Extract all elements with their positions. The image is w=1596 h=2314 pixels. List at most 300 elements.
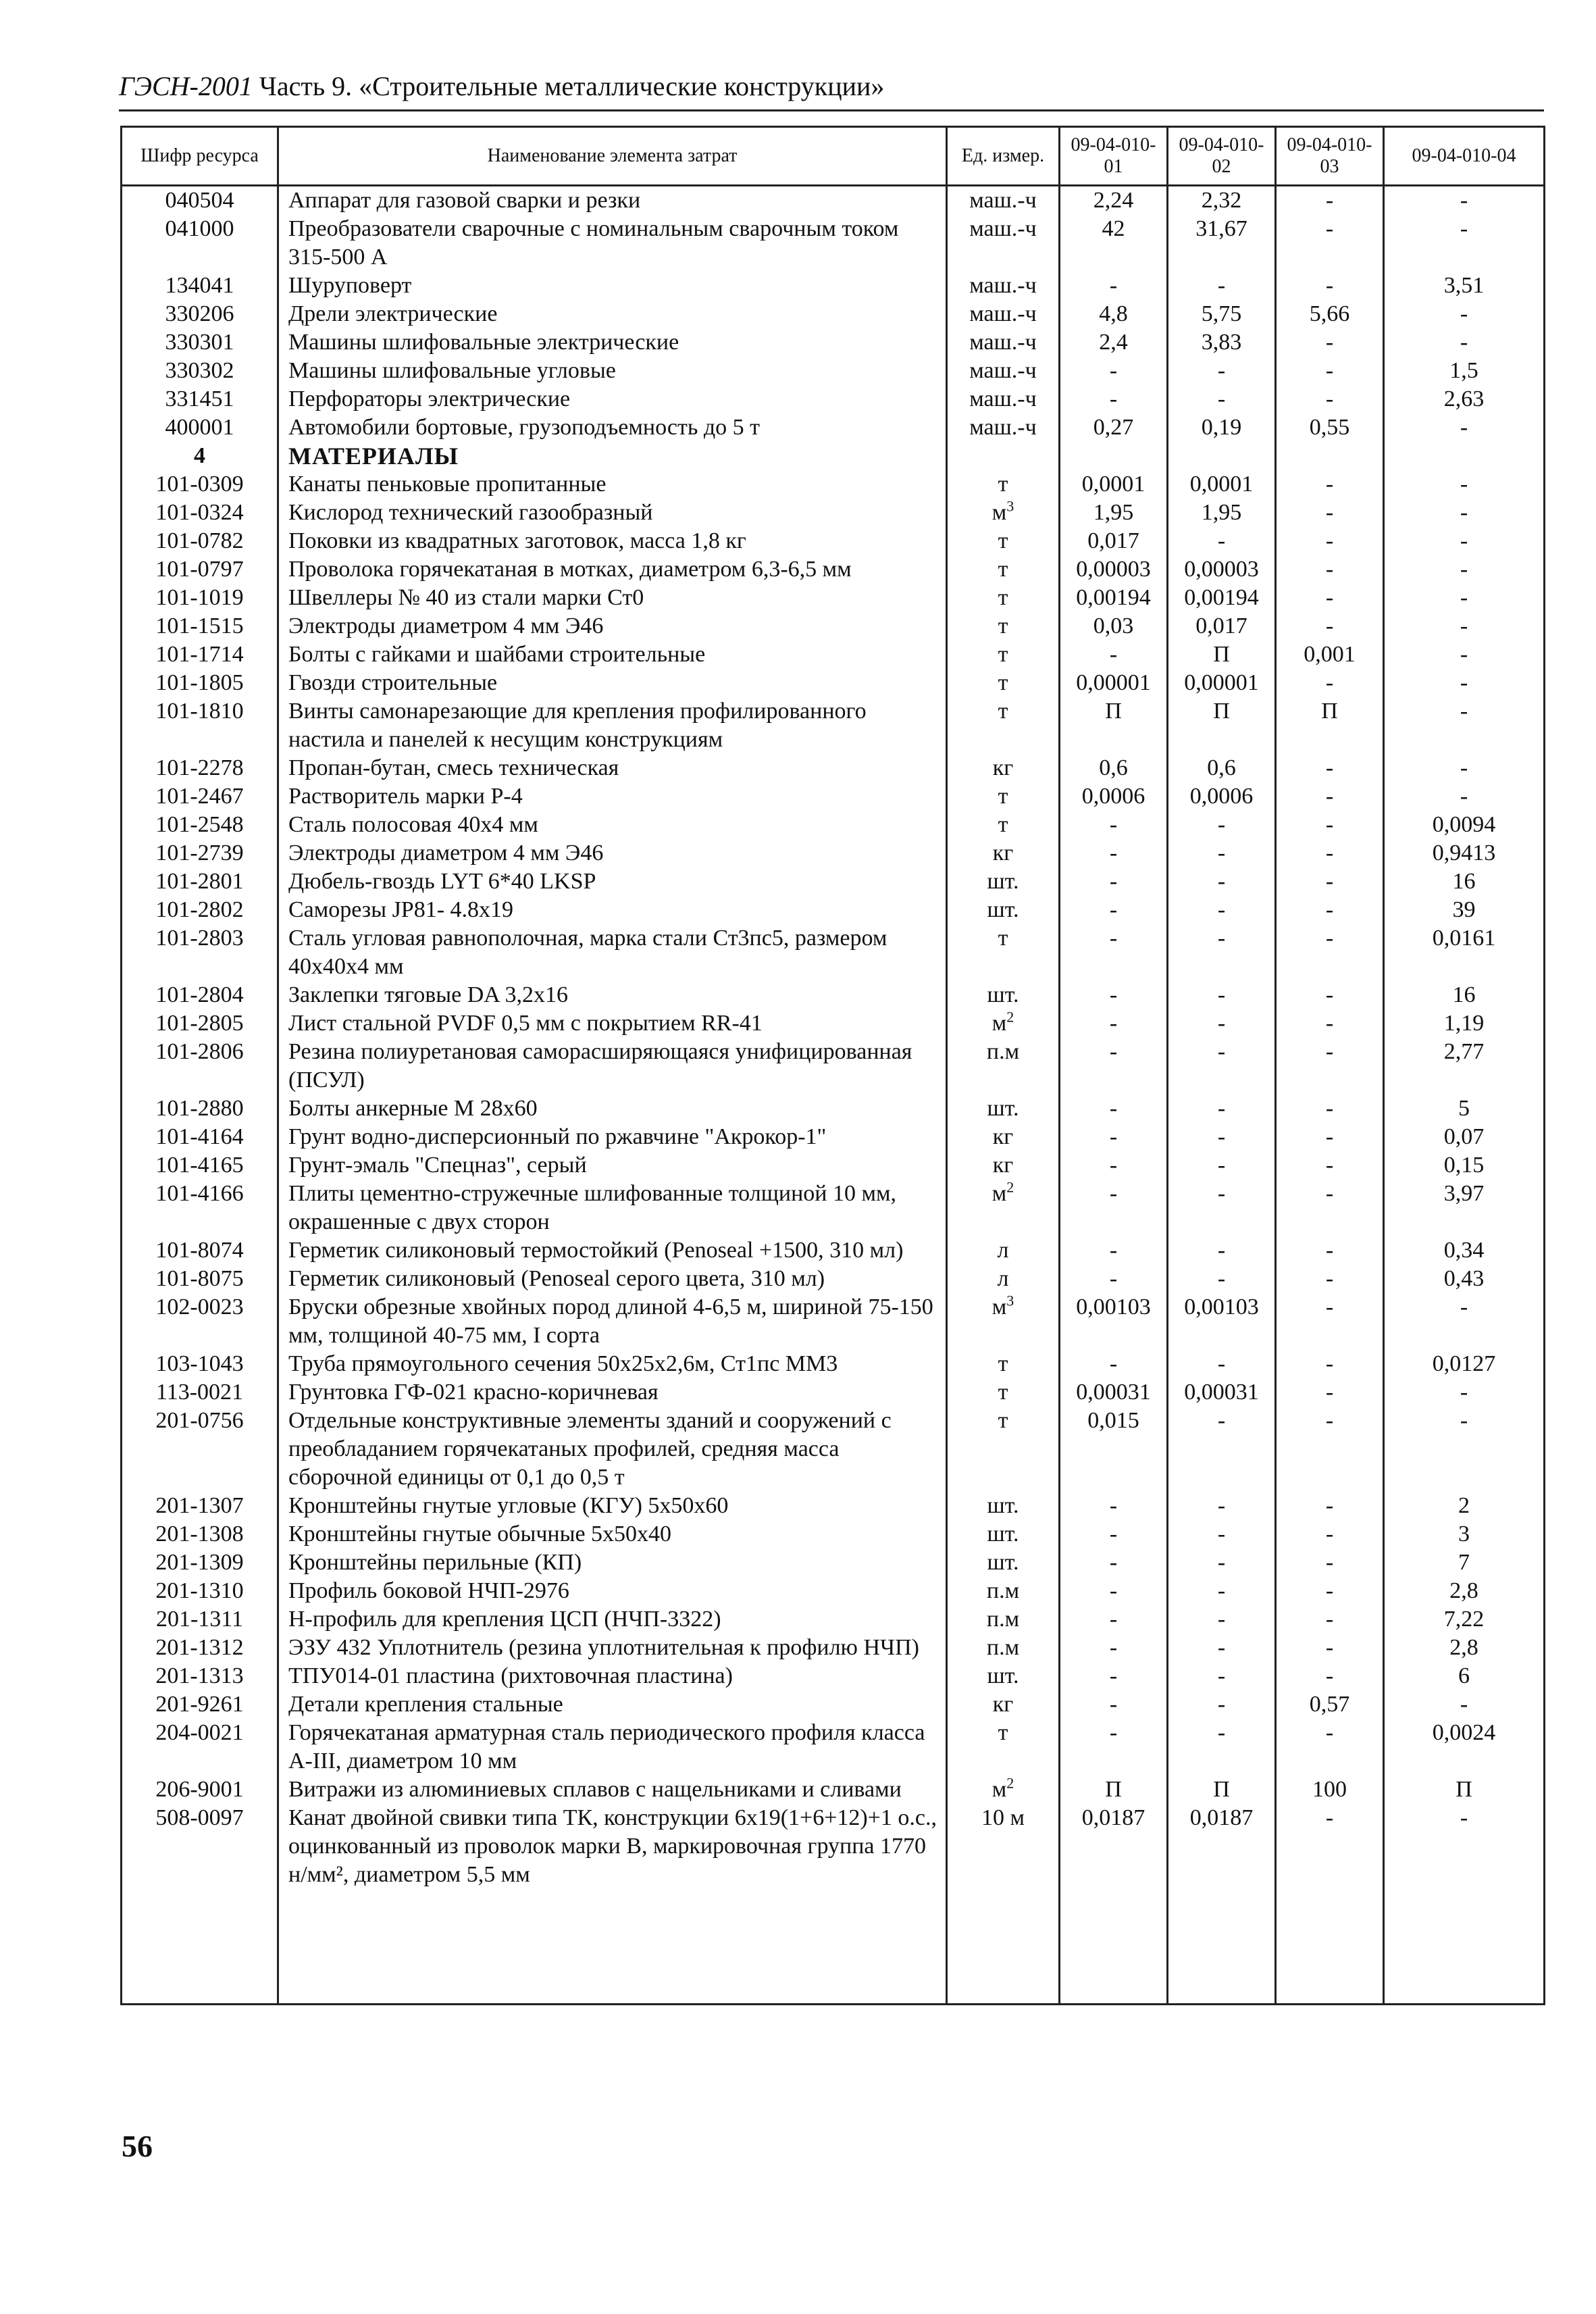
cell-name: Преобразователи сварочные с номинальным сварочным током 315-500 А — [278, 215, 947, 272]
cell-v3: - — [1276, 1265, 1384, 1293]
unit-exponent: 3 — [1006, 497, 1014, 515]
cell-unit — [947, 1605, 1060, 1634]
cell-v3: - — [1276, 612, 1384, 640]
cell-v4: - — [1384, 499, 1545, 527]
cell-name: Гвозди строительные — [278, 669, 947, 697]
cell-unit — [947, 527, 1060, 555]
cell-unit — [947, 1520, 1060, 1549]
cell-v3: - — [1276, 1236, 1384, 1265]
cell-code: 101-8074 — [122, 1236, 278, 1265]
cell-v2: - — [1168, 1577, 1276, 1605]
cell-v3: - — [1276, 499, 1384, 527]
cell-name: Кислород технический газообразный — [278, 499, 947, 527]
cell-code: 101-0782 — [122, 527, 278, 555]
column-header-code: Шифр ресурса — [122, 127, 278, 186]
cell-v3: - — [1276, 896, 1384, 924]
cell-v1: - — [1060, 1180, 1168, 1236]
cell-v3: - — [1276, 1293, 1384, 1350]
cell-v2: 0,00003 — [1168, 555, 1276, 584]
unit-text: маш.-ч — [969, 415, 1037, 440]
cell-v4: 2,8 — [1384, 1577, 1545, 1605]
cell-v4: 0,15 — [1384, 1151, 1545, 1180]
table-row — [122, 1038, 1545, 1095]
table-row — [122, 811, 1545, 839]
cell-code: 330206 — [122, 300, 278, 328]
cell-v1: - — [1060, 640, 1168, 669]
cell-code: 101-8075 — [122, 1265, 278, 1293]
cell-v1: - — [1060, 1662, 1168, 1690]
cell-code: 101-1515 — [122, 612, 278, 640]
unit-text: т — [998, 472, 1008, 497]
table-row — [122, 1776, 1545, 1804]
cell-name: Автомобили бортовые, грузоподъемность до 5 т — [278, 413, 947, 442]
cell-name: Грунт-эмаль "Спецназ", серый — [278, 1151, 947, 1180]
cell-unit — [947, 669, 1060, 697]
unit-text: т — [998, 557, 1008, 582]
cell-v2: 0,00001 — [1168, 669, 1276, 697]
cell-v1: - — [1060, 1690, 1168, 1719]
cell-v2: - — [1168, 1634, 1276, 1662]
cell-v1: 0,015 — [1060, 1407, 1168, 1492]
cell-v1: 42 — [1060, 215, 1168, 272]
unit-text: шт. — [987, 1663, 1019, 1688]
cell-code: 101-2880 — [122, 1095, 278, 1123]
document-code: ГЭСН-2001 — [119, 71, 253, 101]
cell-v4 — [1384, 442, 1545, 470]
cell-v2: - — [1168, 924, 1276, 981]
table-row — [122, 1690, 1545, 1719]
filler-cell — [1168, 1889, 1276, 2005]
filler-cell — [1276, 1889, 1384, 2005]
cell-v2: 2,32 — [1168, 186, 1276, 216]
cell-v4: 2 — [1384, 1492, 1545, 1520]
cell-name: Н-профиль для крепления ЦСП (НЧП-3322) — [278, 1605, 947, 1634]
unit-text: маш.-ч — [969, 386, 1037, 411]
unit-text: маш.-ч — [969, 188, 1037, 213]
cell-v2: - — [1168, 1549, 1276, 1577]
cell-v2: - — [1168, 1123, 1276, 1151]
cell-name: Болты анкерные М 28х60 — [278, 1095, 947, 1123]
unit-text: т — [998, 585, 1008, 610]
cell-v4: - — [1384, 584, 1545, 612]
cell-v4: 5 — [1384, 1095, 1545, 1123]
cell-name: Отдельные конструктивные элементы зданий и сооружений с преобладанием горячекатаных профилей, средняя масса сборочной единицы от 0,1 до 0,5 т — [278, 1407, 947, 1492]
cell-code: 201-1309 — [122, 1549, 278, 1577]
unit-text: т — [998, 670, 1008, 695]
cell-v2: 0,00103 — [1168, 1293, 1276, 1350]
cell-v1: 0,0001 — [1060, 470, 1168, 499]
cell-v2: - — [1168, 527, 1276, 555]
cell-v2: 3,83 — [1168, 328, 1276, 357]
cell-v1: 0,0006 — [1060, 782, 1168, 811]
table-row — [122, 1236, 1545, 1265]
unit-text: кг — [992, 1692, 1014, 1717]
cell-v1: 0,017 — [1060, 527, 1168, 555]
cell-name: Шуруповерт — [278, 272, 947, 300]
table-row — [122, 1123, 1545, 1151]
cell-v1: П — [1060, 1776, 1168, 1804]
table-row — [122, 924, 1545, 981]
cell-v4: - — [1384, 1690, 1545, 1719]
cell-v4: - — [1384, 640, 1545, 669]
cell-v2: - — [1168, 1492, 1276, 1520]
cell-v1: 1,95 — [1060, 499, 1168, 527]
page-header — [119, 70, 1544, 103]
cell-name: ЭЗУ 432 Уплотнитель (резина уплотнительная к профилю НЧП) — [278, 1634, 947, 1662]
filler-cell — [122, 1889, 278, 2005]
cell-v4: 16 — [1384, 981, 1545, 1009]
filler-cell — [1384, 1889, 1545, 2005]
table-row — [122, 1719, 1545, 1776]
table-row — [122, 584, 1545, 612]
cell-v2: 31,67 — [1168, 215, 1276, 272]
cell-name: Грунтовка ГФ-021 красно-коричневая — [278, 1378, 947, 1407]
cell-v3: - — [1276, 1492, 1384, 1520]
cell-unit — [947, 640, 1060, 669]
cell-unit — [947, 811, 1060, 839]
cell-v3: - — [1276, 1605, 1384, 1634]
cell-v1: 0,03 — [1060, 612, 1168, 640]
table-row — [122, 640, 1545, 669]
cell-name: Грунт водно-дисперсионный по ржавчине "Акрокор-1" — [278, 1123, 947, 1151]
cell-name: Лист стальной PVDF 0,5 мм с покрытием RR-41 — [278, 1009, 947, 1038]
cell-name: Винты самонарезающие для крепления профилированного настила и панелей к несущим конструкциям — [278, 697, 947, 754]
table-row — [122, 612, 1545, 640]
cell-v3: - — [1276, 1009, 1384, 1038]
cell-code: 400001 — [122, 413, 278, 442]
cell-code: 102-0023 — [122, 1293, 278, 1350]
cell-code: 201-0756 — [122, 1407, 278, 1492]
cell-v3: - — [1276, 1719, 1384, 1776]
table-row — [122, 1605, 1545, 1634]
cell-v3: 0,001 — [1276, 640, 1384, 669]
cell-v2: - — [1168, 1265, 1276, 1293]
table-row — [122, 1180, 1545, 1236]
table-row — [122, 867, 1545, 896]
cell-unit — [947, 1378, 1060, 1407]
cell-v3: - — [1276, 186, 1384, 216]
cell-v3: - — [1276, 1549, 1384, 1577]
cell-v2: - — [1168, 1151, 1276, 1180]
cell-name: Проволока горячекатаная в мотках, диаметром 6,3-6,5 мм — [278, 555, 947, 584]
cell-code: 101-0324 — [122, 499, 278, 527]
cell-code: 101-2805 — [122, 1009, 278, 1038]
unit-text: п.м — [986, 1039, 1020, 1064]
cell-v4: - — [1384, 697, 1545, 754]
cell-unit — [947, 328, 1060, 357]
cell-v3: - — [1276, 811, 1384, 839]
unit-text: т — [998, 812, 1008, 837]
cell-v2: 0,0001 — [1168, 470, 1276, 499]
unit-text: т — [998, 699, 1008, 724]
cell-v1: - — [1060, 1009, 1168, 1038]
cell-name: Дрели электрические — [278, 300, 947, 328]
unit-text: кг — [992, 840, 1014, 865]
cell-unit — [947, 1407, 1060, 1492]
cell-v1: 0,00194 — [1060, 584, 1168, 612]
unit-text: маш.-ч — [969, 273, 1037, 298]
unit-text: п.м — [986, 1607, 1020, 1632]
table-row — [122, 1634, 1545, 1662]
cell-v1: - — [1060, 896, 1168, 924]
table-row — [122, 328, 1545, 357]
cell-v4: 7,22 — [1384, 1605, 1545, 1634]
cell-code: 201-1313 — [122, 1662, 278, 1690]
cell-code: 101-1714 — [122, 640, 278, 669]
cell-unit — [947, 839, 1060, 867]
document-title: Часть 9. «Строительные металлические конструкции» — [259, 71, 885, 101]
cell-v1: - — [1060, 357, 1168, 385]
cell-name: МАТЕРИАЛЫ — [278, 442, 947, 470]
filler-cell — [947, 1889, 1060, 2005]
cell-v1: - — [1060, 1719, 1168, 1776]
cell-v2: 0,00194 — [1168, 584, 1276, 612]
unit-text: маш.-ч — [969, 358, 1037, 383]
cell-code: 101-4166 — [122, 1180, 278, 1236]
cell-v1: 0,00003 — [1060, 555, 1168, 584]
cell-v4: 0,34 — [1384, 1236, 1545, 1265]
cell-v2: - — [1168, 839, 1276, 867]
cell-v1: - — [1060, 981, 1168, 1009]
cell-code: 101-0797 — [122, 555, 278, 584]
cell-name: Машины шлифовальные угловые — [278, 357, 947, 385]
unit-text: шт. — [987, 1096, 1019, 1121]
cell-v3 — [1276, 442, 1384, 470]
cell-v4: 16 — [1384, 867, 1545, 896]
cell-name: Горячекатаная арматурная сталь периодического профиля класса А-III, диаметром 10 мм — [278, 1719, 947, 1776]
cell-v3: - — [1276, 1350, 1384, 1378]
unit-text: кг — [992, 755, 1014, 780]
unit-exponent: 3 — [1006, 1292, 1014, 1309]
cell-v2: - — [1168, 811, 1276, 839]
table-row — [122, 555, 1545, 584]
cell-unit — [947, 1293, 1060, 1350]
cell-unit — [947, 1350, 1060, 1378]
cell-v4: 0,0024 — [1384, 1719, 1545, 1776]
cell-unit — [947, 896, 1060, 924]
unit-text: 10 м — [981, 1805, 1025, 1830]
cell-v4: П — [1384, 1776, 1545, 1804]
table-row — [122, 1095, 1545, 1123]
cell-v4: 6 — [1384, 1662, 1545, 1690]
cell-code: 101-2802 — [122, 896, 278, 924]
cell-code: 331451 — [122, 385, 278, 413]
unit-text: маш.-ч — [969, 330, 1037, 355]
header-rule — [119, 109, 1544, 111]
cell-v4: - — [1384, 300, 1545, 328]
cell-v3: 100 — [1276, 1776, 1384, 1804]
cell-unit — [947, 1095, 1060, 1123]
cell-v4: 0,07 — [1384, 1123, 1545, 1151]
cell-v1: - — [1060, 1549, 1168, 1577]
cell-unit — [947, 754, 1060, 782]
cell-name: Бруски обрезные хвойных пород длиной 4-6,5 м, шириной 75-150 мм, толщиной 40-75 мм, I сорта — [278, 1293, 947, 1350]
cell-v3: - — [1276, 328, 1384, 357]
cell-code: 101-2801 — [122, 867, 278, 896]
cell-unit — [947, 981, 1060, 1009]
cell-v2: 0,6 — [1168, 754, 1276, 782]
cell-name: Канаты пеньковые пропитанные — [278, 470, 947, 499]
cell-code: 201-1308 — [122, 1520, 278, 1549]
cell-unit — [947, 612, 1060, 640]
cell-v1: - — [1060, 1038, 1168, 1095]
cell-code: 101-2548 — [122, 811, 278, 839]
cell-v3: - — [1276, 1804, 1384, 1889]
cell-name: Труба прямоугольного сечения 50х25х2,6м, Ст1пс ММ3 — [278, 1350, 947, 1378]
cell-name: Электроды диаметром 4 мм Э46 — [278, 839, 947, 867]
unit-text: л — [997, 1238, 1009, 1263]
filler-cell — [278, 1889, 947, 2005]
cell-v1: - — [1060, 1123, 1168, 1151]
cell-v4: - — [1384, 1293, 1545, 1350]
cell-v4: 0,9413 — [1384, 839, 1545, 867]
table-row — [122, 385, 1545, 413]
table-row — [122, 697, 1545, 754]
cell-name: ТПУ014-01 пластина (рихтовочная пластина) — [278, 1662, 947, 1690]
cell-v3: - — [1276, 867, 1384, 896]
unit-text: т — [998, 528, 1008, 553]
cell-v4: 0,0094 — [1384, 811, 1545, 839]
resource-table-container — [120, 126, 1543, 2005]
cell-unit — [947, 1265, 1060, 1293]
cell-v1: 0,0187 — [1060, 1804, 1168, 1889]
table-row — [122, 1407, 1545, 1492]
cell-v4: 2,63 — [1384, 385, 1545, 413]
cell-name: Сталь полосовая 40х4 мм — [278, 811, 947, 839]
cell-v3: - — [1276, 1038, 1384, 1095]
unit-text: т — [998, 1720, 1008, 1745]
cell-code: 101-4164 — [122, 1123, 278, 1151]
cell-v4: - — [1384, 612, 1545, 640]
cell-v3: - — [1276, 839, 1384, 867]
cell-unit — [947, 782, 1060, 811]
cell-v1: - — [1060, 1350, 1168, 1378]
cell-name: Резина полиуретановая саморасширяющаяся унифицированная (ПСУЛ) — [278, 1038, 947, 1095]
column-header-name: Наименование элемента затрат — [278, 127, 947, 186]
cell-unit — [947, 1634, 1060, 1662]
cell-v4: - — [1384, 555, 1545, 584]
resource-table — [120, 126, 1545, 2005]
table-row — [122, 1350, 1545, 1378]
table-row — [122, 357, 1545, 385]
cell-v1: 0,00103 — [1060, 1293, 1168, 1350]
cell-unit — [947, 1180, 1060, 1236]
cell-code: 508-0097 — [122, 1804, 278, 1889]
cell-unit — [947, 1549, 1060, 1577]
cell-name: Аппарат для газовой сварки и резки — [278, 186, 947, 216]
cell-v1: - — [1060, 1577, 1168, 1605]
table-row — [122, 499, 1545, 527]
cell-v1: - — [1060, 1265, 1168, 1293]
cell-name: Машины шлифовальные электрические — [278, 328, 947, 357]
cell-v4: 3,51 — [1384, 272, 1545, 300]
cell-code: 113-0021 — [122, 1378, 278, 1407]
cell-unit — [947, 300, 1060, 328]
unit-text: шт. — [987, 897, 1019, 922]
table-row — [122, 272, 1545, 300]
cell-code: 201-1312 — [122, 1634, 278, 1662]
cell-v3: - — [1276, 1407, 1384, 1492]
cell-v2: 0,0187 — [1168, 1804, 1276, 1889]
cell-code: 101-1810 — [122, 697, 278, 754]
cell-v1: - — [1060, 1520, 1168, 1549]
cell-name: Кронштейны перильные (КП) — [278, 1549, 947, 1577]
cell-name: Заклепки тяговые DA 3,2х16 — [278, 981, 947, 1009]
table-row — [122, 470, 1545, 499]
cell-code: 101-0309 — [122, 470, 278, 499]
cell-unit — [947, 1492, 1060, 1520]
cell-v4: - — [1384, 669, 1545, 697]
cell-name: Пропан-бутан, смесь техническая — [278, 754, 947, 782]
unit-text: п.м — [986, 1578, 1020, 1603]
cell-unit — [947, 584, 1060, 612]
unit-text: м — [992, 500, 1007, 525]
table-row — [122, 413, 1545, 442]
cell-name: Герметик силиконовый (Penoseal серого цвета, 310 мл) — [278, 1265, 947, 1293]
cell-name: Детали крепления стальные — [278, 1690, 947, 1719]
cell-name: Сталь угловая равнополочная, марка стали Ст3пс5, размером 40х40х4 мм — [278, 924, 947, 981]
cell-code: 204-0021 — [122, 1719, 278, 1776]
cell-v2: - — [1168, 1662, 1276, 1690]
unit-text: кг — [992, 1153, 1014, 1178]
table-row — [122, 527, 1545, 555]
cell-v4: - — [1384, 328, 1545, 357]
cell-v3: 0,57 — [1276, 1690, 1384, 1719]
cell-unit — [947, 1577, 1060, 1605]
cell-unit — [947, 1804, 1060, 1889]
cell-v1: - — [1060, 385, 1168, 413]
cell-v3: - — [1276, 1577, 1384, 1605]
table-row — [122, 1549, 1545, 1577]
cell-unit — [947, 1236, 1060, 1265]
cell-code: 201-1310 — [122, 1577, 278, 1605]
cell-v2: - — [1168, 1009, 1276, 1038]
cell-v4: - — [1384, 470, 1545, 499]
cell-v2: - — [1168, 385, 1276, 413]
cell-v3: - — [1276, 1180, 1384, 1236]
cell-code: 101-4165 — [122, 1151, 278, 1180]
cell-v2: 1,95 — [1168, 499, 1276, 527]
cell-unit — [947, 1151, 1060, 1180]
cell-v3: - — [1276, 981, 1384, 1009]
cell-v3: - — [1276, 782, 1384, 811]
cell-v3: П — [1276, 697, 1384, 754]
table-header-row — [122, 127, 1545, 186]
cell-code: 103-1043 — [122, 1350, 278, 1378]
table-row — [122, 1009, 1545, 1038]
cell-v3: - — [1276, 1123, 1384, 1151]
cell-v4: 3,97 — [1384, 1180, 1545, 1236]
cell-v3: - — [1276, 1662, 1384, 1690]
cell-v3: - — [1276, 924, 1384, 981]
cell-unit — [947, 272, 1060, 300]
cell-v1: - — [1060, 924, 1168, 981]
table-row — [122, 1804, 1545, 1889]
cell-unit — [947, 442, 1060, 470]
cell-v3: - — [1276, 1378, 1384, 1407]
cell-unit — [947, 186, 1060, 216]
cell-v2: - — [1168, 896, 1276, 924]
cell-code: 201-1311 — [122, 1605, 278, 1634]
table-row — [122, 1151, 1545, 1180]
cell-v1: - — [1060, 1492, 1168, 1520]
cell-code: 101-1019 — [122, 584, 278, 612]
cell-v3: 0,55 — [1276, 413, 1384, 442]
cell-unit — [947, 499, 1060, 527]
cell-v4: - — [1384, 186, 1545, 216]
table-row — [122, 1293, 1545, 1350]
cell-v3: - — [1276, 555, 1384, 584]
